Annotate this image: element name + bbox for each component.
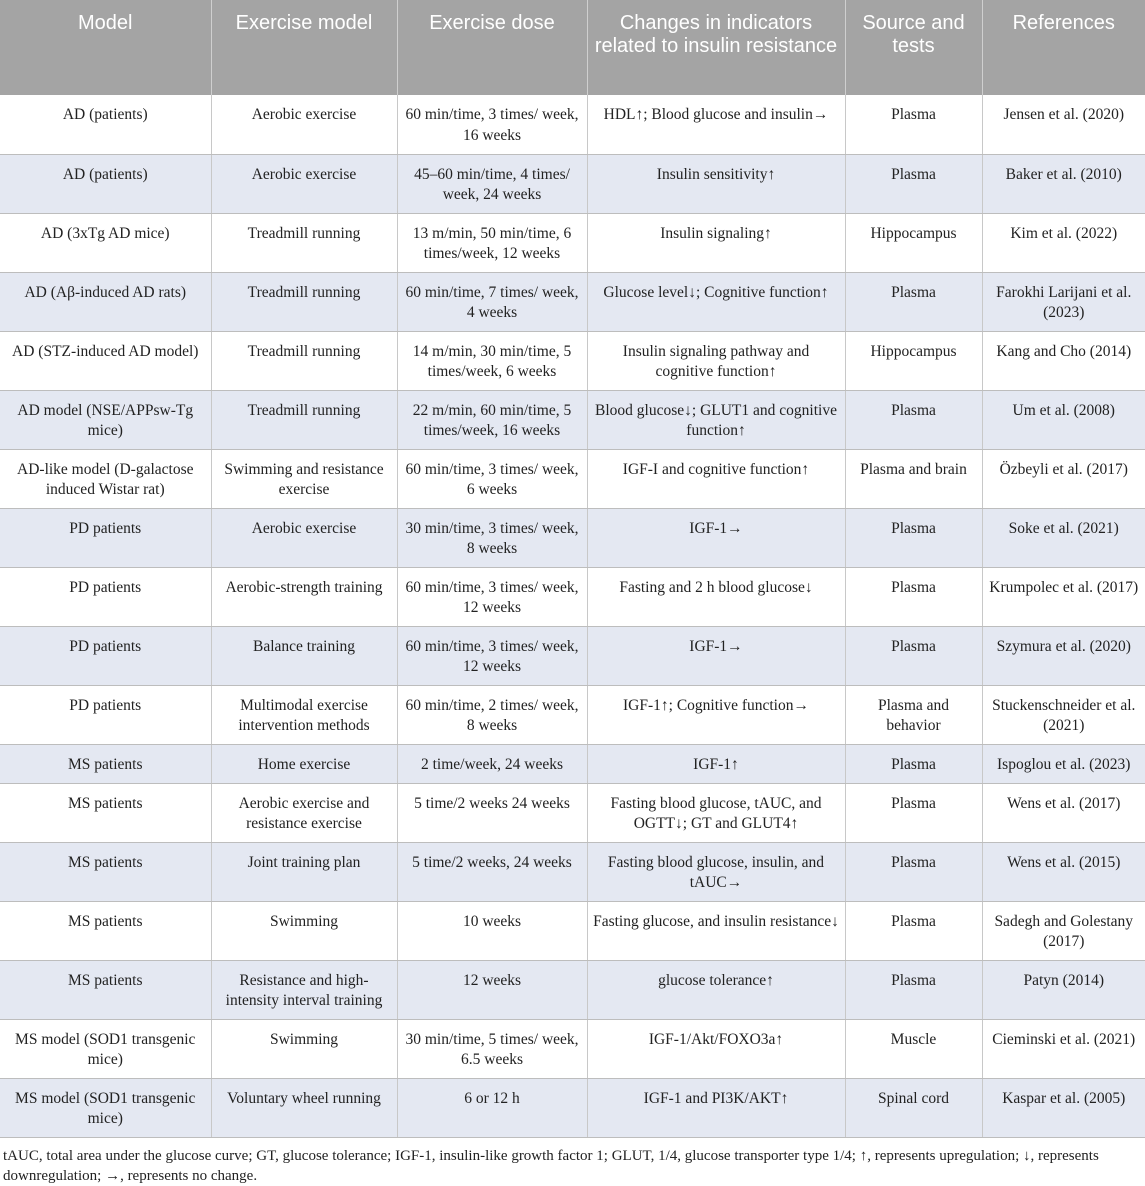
cell-reference: Jensen et al. (2020) (982, 95, 1145, 154)
table-row (0, 213, 1145, 272)
cell-model: AD (patients) (0, 95, 211, 154)
cell-reference: Stuckenschneider et al. (2021) (982, 685, 1145, 744)
cell-changes: Insulin signaling↑ (587, 213, 845, 272)
cell-changes: IGF-1/Akt/FOXO3a↑ (587, 1019, 845, 1078)
cell-source: Plasma (845, 842, 982, 901)
cell-model: AD (patients) (0, 154, 211, 213)
cell-exercise-dose: 60 min/time, 7 times/ week, 4 weeks (397, 272, 587, 331)
cell-exercise-model: Balance training (211, 626, 397, 685)
cell-reference: Kang and Cho (2014) (982, 331, 1145, 390)
cell-reference: Cieminski et al. (2021) (982, 1019, 1145, 1078)
cell-changes: Fasting blood glucose, insulin, and tAUC→ (587, 842, 845, 901)
cell-exercise-model: Aerobic exercise (211, 154, 397, 213)
cell-changes: HDL↑; Blood glucose and insulin→ (587, 95, 845, 154)
table-row (0, 685, 1145, 744)
header-row (0, 0, 1145, 95)
header-source: Source and tests (845, 0, 982, 95)
cell-exercise-model: Swimming (211, 901, 397, 960)
table-row (0, 626, 1145, 685)
cell-source: Plasma (845, 390, 982, 449)
cell-exercise-dose: 10 weeks (397, 901, 587, 960)
cell-exercise-dose: 12 weeks (397, 960, 587, 1019)
cell-changes: Insulin signaling pathway and cognitive function↑ (587, 331, 845, 390)
cell-exercise-dose: 5 time/2 weeks 24 weeks (397, 783, 587, 842)
cell-exercise-model: Treadmill running (211, 331, 397, 390)
cell-source: Muscle (845, 1019, 982, 1078)
cell-model: MS model (SOD1 transgenic mice) (0, 1078, 211, 1137)
cell-model: AD model (NSE/APPsw-Tg mice) (0, 390, 211, 449)
cell-exercise-model: Swimming (211, 1019, 397, 1078)
cell-exercise-model: Home exercise (211, 744, 397, 783)
cell-exercise-model: Voluntary wheel running (211, 1078, 397, 1137)
cell-reference: Farokhi Larijani et al. (2023) (982, 272, 1145, 331)
cell-exercise-model: Aerobic exercise (211, 95, 397, 154)
cell-source: Hippocampus (845, 331, 982, 390)
cell-source: Plasma (845, 626, 982, 685)
cell-source: Plasma and brain (845, 449, 982, 508)
cell-reference: Wens et al. (2017) (982, 783, 1145, 842)
cell-changes: IGF-1↑ (587, 744, 845, 783)
cell-exercise-dose: 60 min/time, 2 times/ week, 8 weeks (397, 685, 587, 744)
header-exercise-dose: Exercise dose (397, 0, 587, 95)
table-row (0, 842, 1145, 901)
cell-exercise-dose: 30 min/time, 5 times/ week, 6.5 weeks (397, 1019, 587, 1078)
cell-source: Plasma (845, 95, 982, 154)
header-changes: Changes in indicators related to insulin resistance (587, 0, 845, 95)
cell-model: MS patients (0, 901, 211, 960)
cell-model: AD (3xTg AD mice) (0, 213, 211, 272)
cell-reference: Ispoglou et al. (2023) (982, 744, 1145, 783)
table-row (0, 272, 1145, 331)
cell-model: MS patients (0, 783, 211, 842)
cell-source: Plasma (845, 508, 982, 567)
cell-model: PD patients (0, 685, 211, 744)
cell-exercise-dose: 60 min/time, 3 times/ week, 12 weeks (397, 626, 587, 685)
cell-changes: IGF-1→ (587, 626, 845, 685)
cell-changes: Blood glucose↓; GLUT1 and cognitive function↑ (587, 390, 845, 449)
cell-exercise-dose: 22 m/min, 60 min/time, 5 times/week, 16 weeks (397, 390, 587, 449)
cell-changes: Glucose level↓; Cognitive function↑ (587, 272, 845, 331)
table-row (0, 567, 1145, 626)
cell-exercise-dose: 30 min/time, 3 times/ week, 8 weeks (397, 508, 587, 567)
table-row (0, 960, 1145, 1019)
cell-model: MS patients (0, 744, 211, 783)
cell-exercise-model: Treadmill running (211, 390, 397, 449)
cell-reference: Krumpolec et al. (2017) (982, 567, 1145, 626)
cell-reference: Kaspar et al. (2005) (982, 1078, 1145, 1137)
cell-source: Plasma (845, 783, 982, 842)
cell-exercise-dose: 60 min/time, 3 times/ week, 16 weeks (397, 95, 587, 154)
table-body (0, 95, 1145, 1137)
cell-exercise-model: Treadmill running (211, 213, 397, 272)
cell-exercise-dose: 14 m/min, 30 min/time, 5 times/week, 6 weeks (397, 331, 587, 390)
cell-exercise-dose: 6 or 12 h (397, 1078, 587, 1137)
cell-exercise-dose: 60 min/time, 3 times/ week, 12 weeks (397, 567, 587, 626)
cell-exercise-model: Aerobic-strength training (211, 567, 397, 626)
cell-exercise-dose: 60 min/time, 3 times/ week, 6 weeks (397, 449, 587, 508)
table-row (0, 1078, 1145, 1137)
table-row (0, 744, 1145, 783)
cell-exercise-model: Swimming and resistance exercise (211, 449, 397, 508)
cell-changes: IGF-1 and PI3K/AKT↑ (587, 1078, 845, 1137)
cell-model: MS patients (0, 960, 211, 1019)
cell-changes: glucose tolerance↑ (587, 960, 845, 1019)
cell-reference: Sadegh and Golestany (2017) (982, 901, 1145, 960)
cell-source: Plasma (845, 960, 982, 1019)
cell-source: Plasma (845, 901, 982, 960)
cell-model: PD patients (0, 626, 211, 685)
cell-exercise-dose: 2 time/week, 24 weeks (397, 744, 587, 783)
cell-model: MS patients (0, 842, 211, 901)
cell-reference: Kim et al. (2022) (982, 213, 1145, 272)
cell-reference: Wens et al. (2015) (982, 842, 1145, 901)
cell-reference: Patyn (2014) (982, 960, 1145, 1019)
table-row (0, 331, 1145, 390)
cell-model: AD (Aβ-induced AD rats) (0, 272, 211, 331)
cell-exercise-model: Treadmill running (211, 272, 397, 331)
cell-reference: Soke et al. (2021) (982, 508, 1145, 567)
header-references: References (982, 0, 1145, 95)
cell-model: AD-like model (D-galactose induced Wistar rat) (0, 449, 211, 508)
table-row (0, 95, 1145, 154)
cell-source: Hippocampus (845, 213, 982, 272)
table-row (0, 901, 1145, 960)
cell-model: AD (STZ-induced AD model) (0, 331, 211, 390)
cell-changes: IGF-1↑; Cognitive function→ (587, 685, 845, 744)
cell-exercise-model: Aerobic exercise and resistance exercise (211, 783, 397, 842)
cell-changes: Fasting and 2 h blood glucose↓ (587, 567, 845, 626)
cell-exercise-model: Multimodal exercise intervention methods (211, 685, 397, 744)
cell-exercise-model: Joint training plan (211, 842, 397, 901)
table-row (0, 1019, 1145, 1078)
table-footnote: tAUC, total area under the glucose curve; GT, glucose tolerance; IGF-1, insulin-like growth factor 1; GLUT, 1/4, glucose transporter type 1/4; ↑, represents upregulation; ↓, represents downregulation; →, represents no change. (3, 1148, 1099, 1184)
cell-exercise-dose: 5 time/2 weeks, 24 weeks (397, 842, 587, 901)
cell-source: Plasma (845, 154, 982, 213)
header-model: Model (0, 0, 211, 95)
cell-changes: Fasting glucose, and insulin resistance↓ (587, 901, 845, 960)
cell-changes: Insulin sensitivity↑ (587, 154, 845, 213)
cell-exercise-dose: 45–60 min/time, 4 times/ week, 24 weeks (397, 154, 587, 213)
cell-reference: Szymura et al. (2020) (982, 626, 1145, 685)
header-exercise-model: Exercise model (211, 0, 397, 95)
cell-changes: IGF-I and cognitive function↑ (587, 449, 845, 508)
cell-exercise-model: Aerobic exercise (211, 508, 397, 567)
cell-source: Spinal cord (845, 1078, 982, 1137)
cell-reference: Baker et al. (2010) (982, 154, 1145, 213)
cell-source: Plasma (845, 744, 982, 783)
cell-changes: Fasting blood glucose, tAUC, and OGTT↓; GT and GLUT4↑ (587, 783, 845, 842)
cell-source: Plasma (845, 567, 982, 626)
cell-exercise-dose: 13 m/min, 50 min/time, 6 times/week, 12 weeks (397, 213, 587, 272)
table-row (0, 154, 1145, 213)
cell-reference: Um et al. (2008) (982, 390, 1145, 449)
cell-changes: IGF-1→ (587, 508, 845, 567)
cell-reference: Özbeyli et al. (2017) (982, 449, 1145, 508)
cell-exercise-model: Resistance and high-intensity interval training (211, 960, 397, 1019)
cell-model: PD patients (0, 567, 211, 626)
table-row (0, 390, 1145, 449)
cell-source: Plasma (845, 272, 982, 331)
table-row (0, 449, 1145, 508)
table-row (0, 783, 1145, 842)
table-row (0, 508, 1145, 567)
cell-model: PD patients (0, 508, 211, 567)
cell-model: MS model (SOD1 transgenic mice) (0, 1019, 211, 1078)
cell-source: Plasma and behavior (845, 685, 982, 744)
